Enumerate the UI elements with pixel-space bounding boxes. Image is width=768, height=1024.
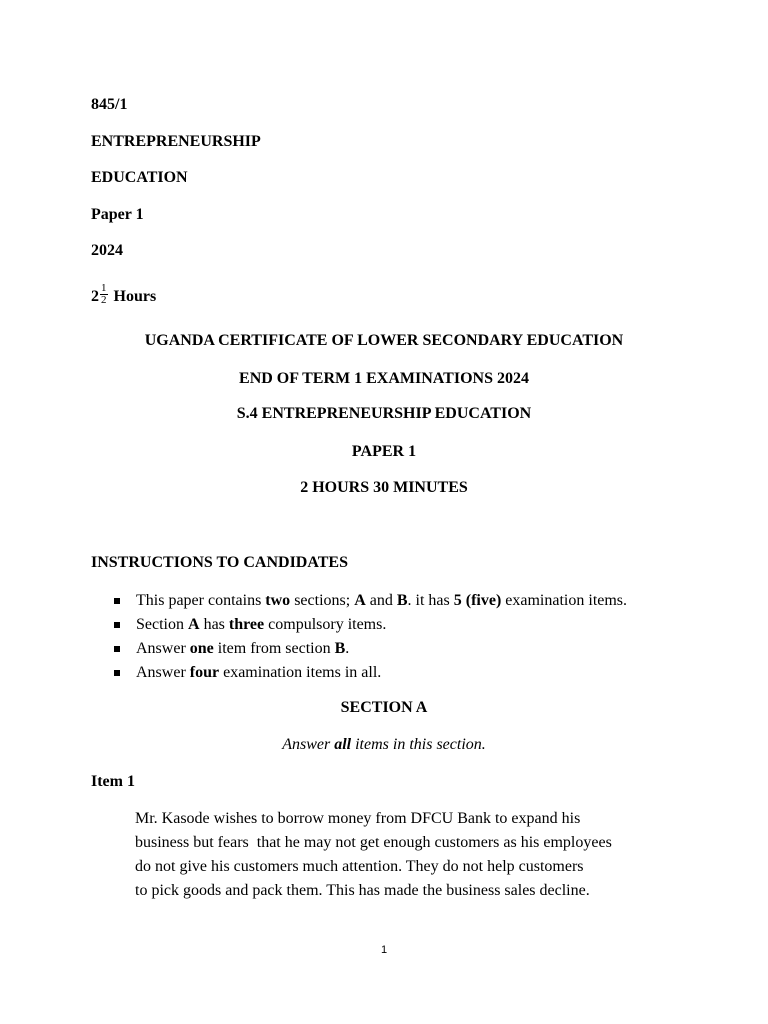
scenario-line: do not give his customers much attention. They do not help customers [135,858,584,875]
exam-year: 2024 [91,242,123,259]
page-number: 1 [380,944,388,956]
section-a-subheading: Answer all items in this section. [282,736,486,753]
subject-line-2: EDUCATION [91,169,188,186]
scenario-line: to pick goods and pack them. This has made the business sales decline. [135,882,590,899]
item-1-heading: Item 1 [91,773,135,790]
bullet-square-icon [114,670,120,676]
paper-label: Paper 1 [91,206,144,223]
bullet-square-icon [114,646,120,652]
item-1-scenario [135,807,695,903]
certificate-title: UGANDA CERTIFICATE OF LOWER SECONDARY EDUCATION [144,332,624,349]
fraction-denominator: 2 [101,294,107,306]
bullet-square-icon [114,622,120,628]
exam-title: END OF TERM 1 EXAMINATIONS 2024 [239,370,529,387]
scenario-line: business but fears that he may not get enough customers as his employees [135,834,612,851]
duration [91,282,157,309]
section-a-heading: SECTION A [340,699,428,716]
paper-title: PAPER 1 [351,443,417,460]
subject-line-1: ENTREPRENEURSHIP [91,133,261,150]
instruction-item: Answer one item from section B. [114,637,627,661]
instruction-item: Section A has three compulsory items. [114,613,627,637]
fraction-numerator: 1 [101,282,107,294]
paper-code: 845/1 [91,96,128,113]
instruction-item: Answer four examination items in all. [114,661,627,685]
instructions-list [114,589,627,685]
bullet-square-icon [114,598,120,604]
class-subject-title: S.4 ENTREPRENEURSHIP EDUCATION [236,405,532,422]
scenario-line: Mr. Kasode wishes to borrow money from DFCU Bank to expand his [135,810,581,827]
instruction-item: This paper contains two sections; A and B. it has 5 (five) examination items. [114,589,627,613]
instructions-heading: INSTRUCTIONS TO CANDIDATES [91,554,348,571]
duration-title: 2 HOURS 30 MINUTES [300,479,468,496]
duration-fraction [100,283,108,306]
duration-unit: Hours [113,288,157,306]
duration-whole: 2 [91,288,99,306]
